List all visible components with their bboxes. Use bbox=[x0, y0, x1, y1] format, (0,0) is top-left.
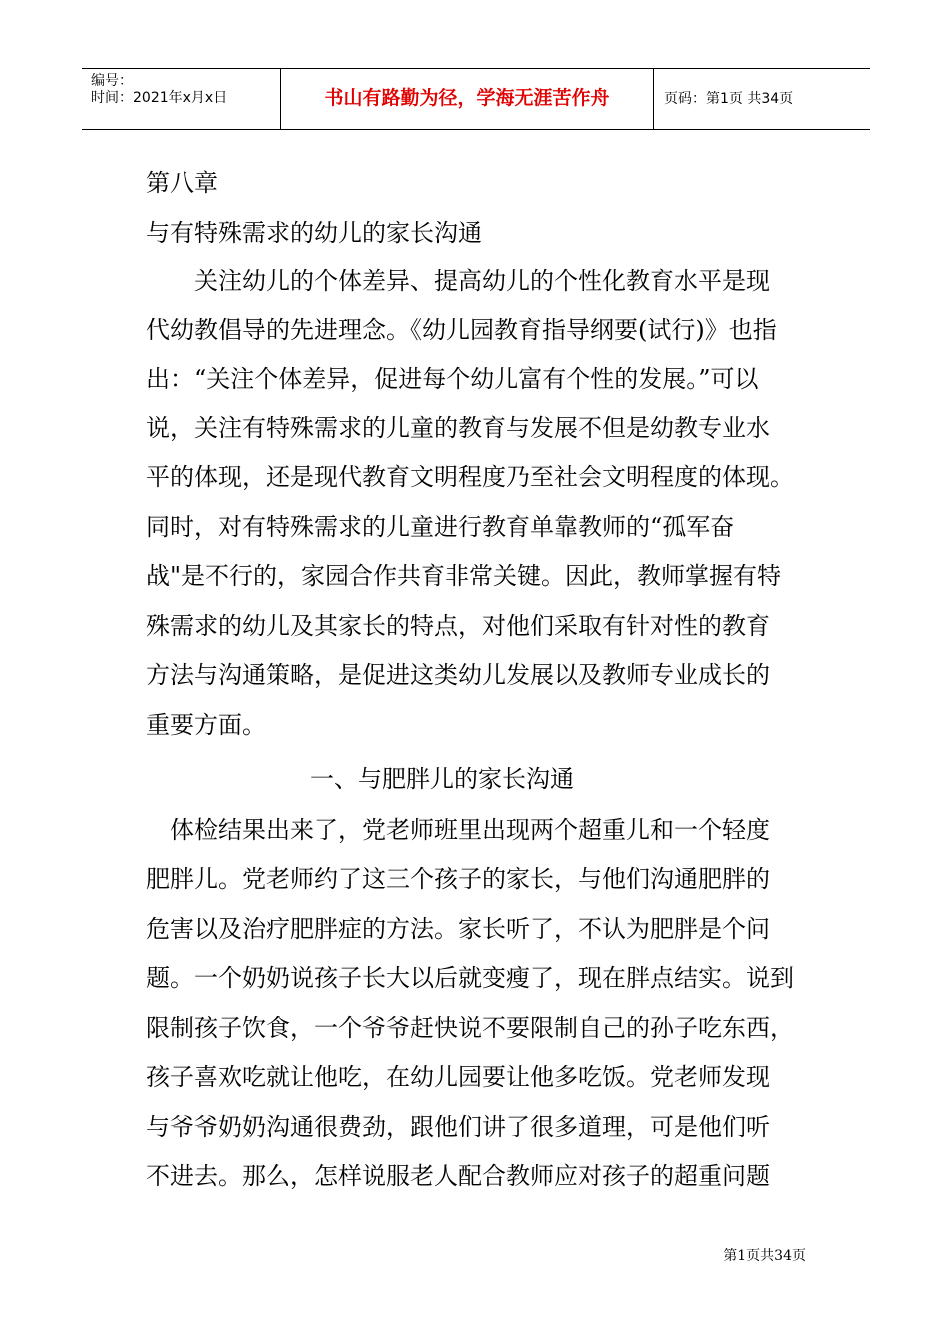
header-meta-cell bbox=[82, 69, 281, 129]
paragraph-line: 与爷爷奶奶沟通很费劲，跟他们讲了很多道理，可是他们听 bbox=[146, 1113, 770, 1141]
paragraph-line: 关注幼儿的个体差异、提高幼儿的个性化教育水平是现 bbox=[194, 267, 770, 295]
paragraph-line: 说，关注有特殊需求的儿童的教育与发展不但是幼教专业水 bbox=[146, 414, 770, 442]
chapter-heading: 第八章 bbox=[146, 169, 218, 197]
header-motto: 书山有路勤为径，学海无涯苦作舟 bbox=[324, 87, 610, 109]
paragraph-line: 方法与沟通策略，是促进这类幼儿发展以及教师专业成长的 bbox=[146, 661, 770, 689]
header-page-code: 页码：第1页 共34页 bbox=[664, 91, 794, 107]
header-page-cell bbox=[654, 69, 870, 129]
chapter-title: 与有特殊需求的幼儿的家长沟通 bbox=[146, 219, 482, 247]
paragraph-line: 不进去。那么，怎样说服老人配合教师应对孩子的超重问题 bbox=[146, 1162, 770, 1190]
paragraph-line: 代幼教倡导的先进理念。《幼儿园教育指导纲要(试行)》也指 bbox=[146, 316, 777, 344]
header-motto-cell bbox=[281, 69, 654, 129]
paragraph-line: 平的体现，还是现代教育文明程度乃至社会文明程度的体现。 bbox=[146, 463, 794, 491]
page-header bbox=[82, 68, 870, 130]
document-time-label: 时间：2021年x月x日 bbox=[91, 90, 228, 106]
paragraph-line: 同时，对有特殊需求的儿童进行教育单靠教师的“孤军奋 bbox=[146, 513, 735, 541]
paragraph-line: 出：“关注个体差异，促进每个幼儿富有个性的发展。”可以 bbox=[146, 365, 759, 393]
paragraph-line: 危害以及治疗肥胖症的方法。家长听了，不认为肥胖是个问 bbox=[146, 915, 770, 943]
paragraph-line: 重要方面。 bbox=[146, 711, 266, 739]
paragraph-line: 殊需求的幼儿及其家长的特点，对他们采取有针对性的教育 bbox=[146, 612, 770, 640]
paragraph-line: 题。一个奶奶说孩子长大以后就变瘦了，现在胖点结实。说到 bbox=[146, 964, 794, 992]
document-number-label: 编号： bbox=[91, 73, 133, 89]
paragraph-line: 战"是不行的，家园合作共育非常关键。因此，教师掌握有特 bbox=[146, 562, 782, 590]
paragraph-line: 体检结果出来了，党老师班里出现两个超重儿和一个轻度 bbox=[170, 816, 770, 844]
section-title: 一、与肥胖儿的家长沟通 bbox=[310, 765, 574, 793]
page-footer: 第1页共34页 bbox=[723, 1248, 806, 1264]
paragraph-line: 孩子喜欢吃就让他吃，在幼儿园要让他多吃饭。党老师发现 bbox=[146, 1063, 770, 1091]
paragraph-line: 肥胖儿。党老师约了这三个孩子的家长，与他们沟通肥胖的 bbox=[146, 865, 770, 893]
paragraph-line: 限制孩子饮食，一个爷爷赶快说不要限制自己的孙子吃东西， bbox=[146, 1014, 794, 1042]
